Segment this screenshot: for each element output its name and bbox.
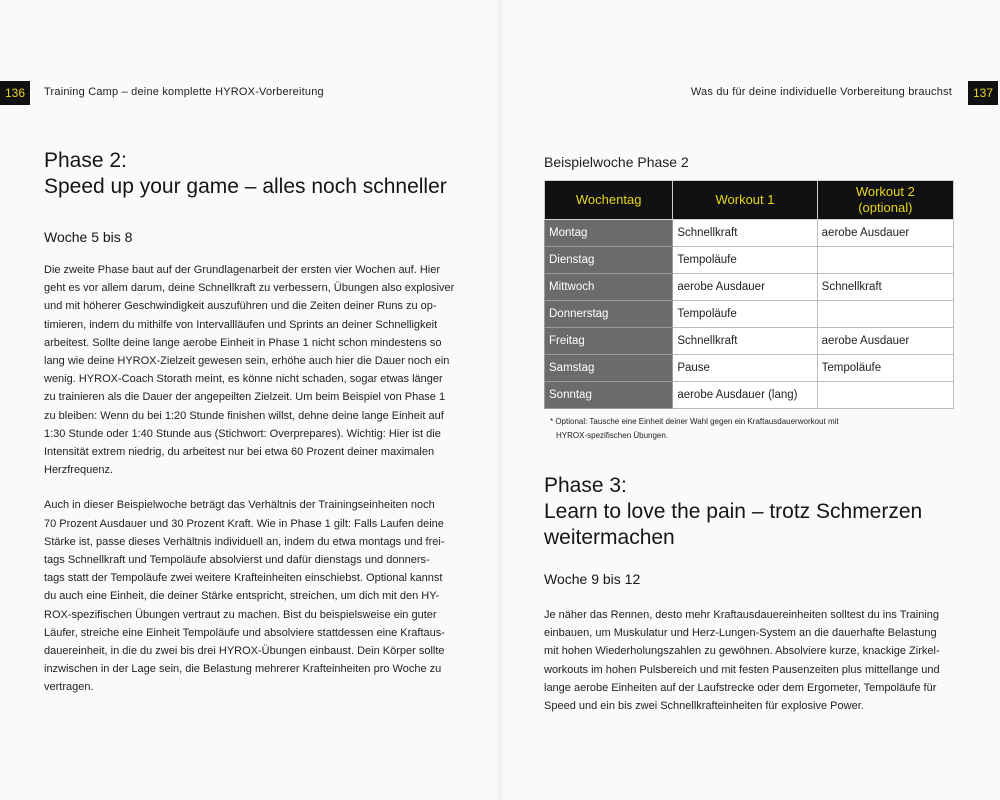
day-cell: Sonntag (545, 382, 673, 409)
page-number-right: 137 (968, 81, 998, 105)
phase2-title-line2: Speed up your game – alles noch schneller (44, 175, 447, 198)
example-week-table (544, 180, 954, 409)
day-cell: Montag (545, 220, 673, 247)
table-row (545, 247, 954, 274)
p1-line: timieren, indem du mithilfe von Intervallläufen und Sprints an deiner Schnelligkeit (44, 318, 438, 331)
workout-1-cell: Tempoläufe (673, 247, 817, 274)
phase2-week-heading: Woche 5 bis 8 (44, 229, 133, 245)
p1-line: 1:30 Stunde oder 1:40 Stunde aus (Stichwort: Overprepares). Wichtig: Hier ist die (44, 427, 441, 440)
p1-line: geht es vor allem darum, deine Schnellkraft zu verbessern, Übungen also explosiver (44, 282, 455, 295)
p1-line: arbeitest. Sollte deine lange aerobe Einheit in Phase 1 nicht schon mindestens so (44, 336, 442, 349)
p2-line: Auch in dieser Beispielwoche beträgt das Verhältnis der Trainingseinheiten noch (44, 499, 435, 512)
p1-line: zu trainieren als die Dauer der angepeilten Zielzeit. Um beim Beispiel von Phase 1 (44, 391, 446, 404)
phase3-paragraph (544, 606, 956, 715)
day-cell: Samstag (545, 355, 673, 382)
p3-line: workouts im hohen Pulsbereich und mit festen Pausenzeiten plus mittellange und (544, 663, 940, 676)
day-cell: Freitag (545, 328, 673, 355)
p1-line: und mit höherer Geschwindigkeit auszuführen und die Zeiten deiner Runs zu op- (44, 300, 437, 313)
example-week-title: Beispielwoche Phase 2 (544, 154, 689, 170)
right-page-content (544, 154, 956, 715)
running-head-right: Was du für deine individuelle Vorbereitung brauchst (690, 86, 952, 98)
phase3-title-line3: weitermachen (544, 526, 675, 549)
table-row (545, 382, 954, 409)
p3-line: einbauen, um Muskulatur und Herz-Lungen-System an die dauerhafte Belastung (544, 627, 937, 640)
workout-1-cell: aerobe Ausdauer (673, 274, 817, 301)
workout-2-cell (817, 247, 953, 274)
phase3-title-line2: Learn to love the pain – trotz Schmerzen (544, 500, 923, 523)
workout-2-cell: aerobe Ausdauer (817, 328, 953, 355)
p1-line: Intensität extrem niedrig, du arbeitest nur bei etwa 60 Prozent deiner maximalen (44, 446, 435, 459)
p3-line: lange aerobe Einheiten auf der Laufstrecke oder dem Ergometer, Tempoläufe für (544, 681, 937, 694)
p2-line: Stärke ist, passe dieses Verhältnis individuell an, indem du etwa montags und frei- (44, 535, 445, 548)
workout-1-cell: aerobe Ausdauer (lang) (673, 382, 817, 409)
p1-line: Herzfrequenz. (44, 464, 114, 477)
p1-line: Die zweite Phase baut auf der Grundlagenarbeit der ersten vier Wochen auf. Hier (44, 264, 441, 276)
table-row (545, 328, 954, 355)
p1-line: zu bleiben: Wenn du bei 1:20 Stunde finishen willst, dehne deine lange Einheit auf (44, 409, 444, 422)
phase3-week-heading: Woche 9 bis 12 (544, 571, 641, 587)
header-workout-2-line1: Workout 2 (855, 184, 915, 199)
running-head-left: Training Camp – deine komplette HYROX-Vorbereitung (44, 86, 324, 98)
table-header-row (545, 181, 954, 220)
day-cell: Mittwoch (545, 274, 673, 301)
footnote-line2: HYROX-spezifischen Übungen. (556, 431, 669, 440)
table-row (545, 220, 954, 247)
workout-1-cell: Schnellkraft (673, 220, 817, 247)
footnote-line1: * Optional: Tausche eine Einheit deiner Wahl gegen ein Kraftausdauerworkout mit (550, 417, 839, 426)
workout-2-cell (817, 382, 953, 409)
workout-1-cell: Schnellkraft (673, 328, 817, 355)
page-number-left: 136 (0, 81, 30, 105)
p1-line: wenig. HYROX-Coach Storath meint, es könne nicht schaden, sogar etwas länger (44, 373, 443, 386)
header-workout-2 (817, 181, 953, 220)
phase2-title-line1: Phase 2: (44, 149, 127, 172)
workout-2-cell: Schnellkraft (817, 274, 953, 301)
table-row (545, 274, 954, 301)
p2-line: tags Schnellkraft und Tempoläufe absolvierst und dafür dienstags und donners- (44, 554, 430, 567)
phase2-title (44, 148, 456, 200)
workout-2-cell (817, 301, 953, 328)
p2-line: tags statt der Tempoläufe zwei weitere Krafteinheiten einschiebst. Optional kannst (44, 572, 443, 585)
day-cell: Donnerstag (545, 301, 673, 328)
workout-1-cell: Tempoläufe (673, 301, 817, 328)
header-workout-2-line2: (optional) (858, 200, 913, 215)
header-day: Wochentag (545, 181, 673, 220)
header-workout-1: Workout 1 (673, 181, 817, 220)
table-row (545, 301, 954, 328)
table-row (545, 355, 954, 382)
p2-line: du auch eine Einheit, die deiner Stärke entspricht, streichen, um dich mit den HY- (44, 590, 440, 603)
p2-line: ROX-spezifischen Übungen vertraut zu machen. Bist du beispielsweise ein guter (44, 608, 437, 621)
p3-line: Je näher das Rennen, desto mehr Kraftausdauereinheiten solltest du ins Training (544, 609, 940, 621)
workout-2-cell: Tempoläufe (817, 355, 953, 382)
phase2-paragraph-1 (44, 261, 456, 479)
table-footnote (550, 415, 956, 443)
phase2-paragraph-2 (44, 496, 456, 696)
phase3-title-line1: Phase 3: (544, 474, 627, 497)
workout-2-cell: aerobe Ausdauer (817, 220, 953, 247)
p2-line: inzwischen in der Lage sein, die Belastung mehrerer Krafteinheiten pro Woche zu (44, 663, 442, 676)
p2-line: 70 Prozent Ausdauer und 30 Prozent Kraft. Wie in Phase 1 gilt: Falls Laufen deine (44, 517, 444, 530)
p3-line: mit hohen Wiederholungszahlen zu gewöhnen. Absolviere kurze, knackige Zirkel- (544, 645, 940, 658)
left-page-content (44, 148, 456, 697)
phase3-title (544, 473, 956, 551)
p2-line: dauereinheit, in die du zwei bis drei HYROX-Übungen einbaust. Dein Körper sollte (44, 645, 445, 658)
p1-line: lang wie deine HYROX-Zielzeit gewesen sein, erhöhe auch hier die Dauer noch ein (44, 355, 450, 368)
p2-line: vertragen. (44, 681, 94, 694)
p2-line: Läufer, streiche eine Einheit Tempoläufe und absolviere stattdessen eine Kraftaus- (44, 626, 445, 639)
day-cell: Dienstag (545, 247, 673, 274)
p3-line: Speed und ein bis zwei Schnellkrafteinheiten für explosive Power. (544, 700, 864, 713)
workout-1-cell: Pause (673, 355, 817, 382)
